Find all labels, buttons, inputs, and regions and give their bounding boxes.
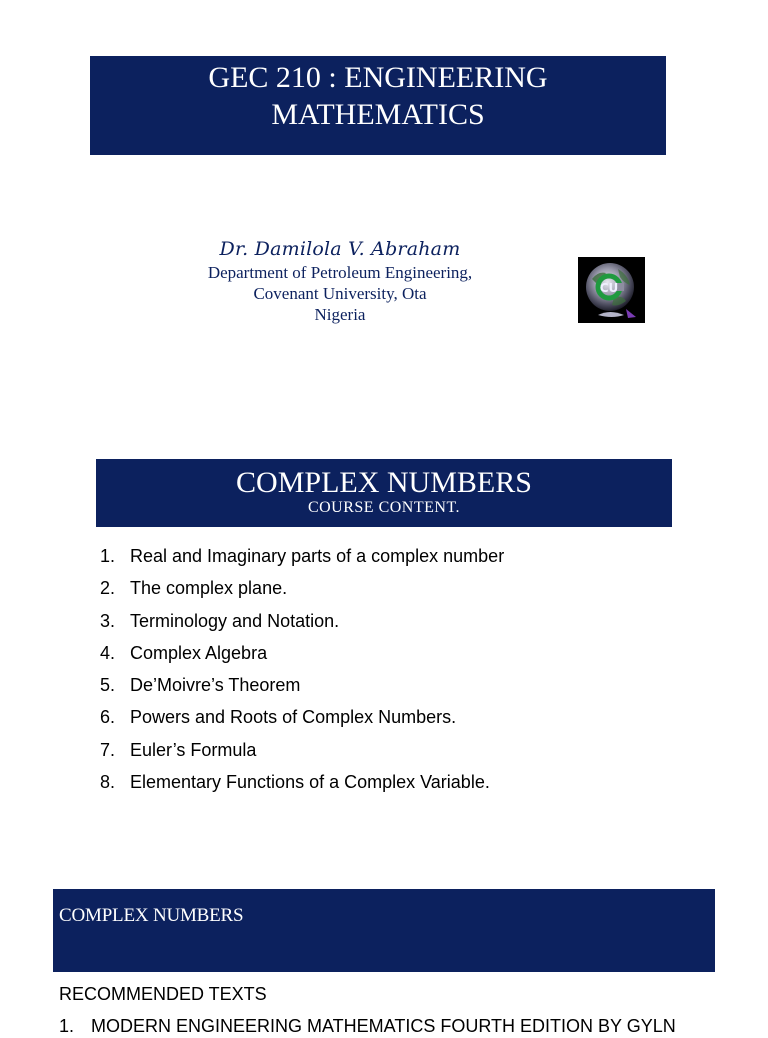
list-item-number: 1. [100,546,116,566]
list-item [100,734,504,766]
university-crest-icon [578,257,645,323]
list-item-number: 5. [100,675,116,696]
list-item [100,766,504,798]
list-item-number: 7. [100,739,116,760]
recommended-item-number: 1. [59,1016,75,1036]
list-item-text: Terminology and Notation. [130,610,340,631]
list-item [100,605,504,637]
title-line-2: MATHEMATICS [271,98,485,131]
list-item-text: De’Moivre’s Theorem [130,675,301,696]
list-item [100,701,504,733]
list-item [100,637,504,669]
recommended-text-item [59,1014,676,1038]
list-item-number: 6. [100,707,116,728]
complex-banner-subtitle: COURSE CONTENT. [307,499,461,516]
complex-banner-title: COMPLEX NUMBERS [236,466,532,499]
author-name: Dr. Damilola V. Abraham [219,238,461,260]
recommended-texts-heading: RECOMMENDED TEXTS [59,984,267,1004]
author-university: Covenant University, Ota [253,284,427,303]
author-block [150,236,530,325]
list-item-number: 4. [100,642,116,663]
list-item [100,572,504,604]
list-item-text: The complex plane. [130,578,288,599]
list-item-text: Complex Algebra [130,642,268,663]
list-item-number: 8. [100,772,116,793]
section-banner [53,889,715,972]
list-item-text: Powers and Roots of Complex Numbers. [130,707,457,728]
list-item-number: 3. [100,610,116,631]
title-line-1: GEC 210 : ENGINEERING [208,61,548,94]
list-item-text: Euler’s Formula [130,739,257,760]
author-country: Nigeria [314,305,366,324]
list-item-number: 2. [100,578,116,599]
list-item [100,669,504,701]
crest-letters: CU [599,281,619,295]
section-banner-title: COMPLEX NUMBERS [59,905,244,926]
list-item-text: Elementary Functions of a Complex Variable. [130,772,490,793]
course-content-list [100,540,504,798]
course-content-banner [96,459,672,527]
recommended-item-text: MODERN ENGINEERING MATHEMATICS FOURTH EDITION BY GYLN [91,1016,676,1036]
author-department: Department of Petroleum Engineering, [207,263,473,282]
list-item-text: Real and Imaginary parts of a complex number [130,546,505,566]
title-banner [90,56,666,155]
list-item [100,540,504,572]
